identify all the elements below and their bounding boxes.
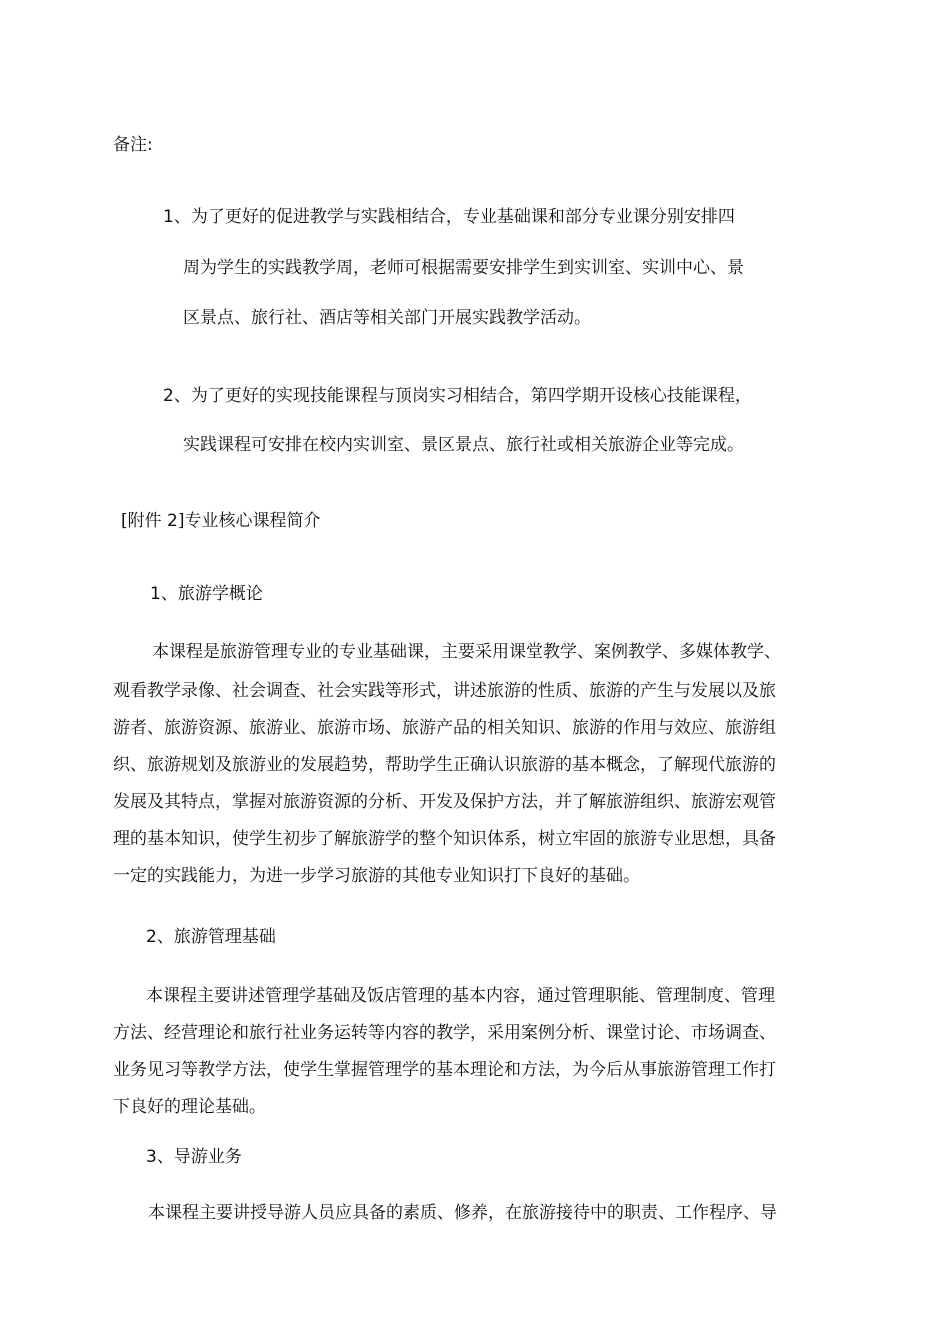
note-item-2-line-1: 2、为了更好的实现技能课程与顶岗实习相结合，第四学期开设核心技能课程， — [163, 386, 752, 406]
course-3-heading: 3、导游业务 — [146, 1147, 242, 1167]
course-1-heading: 1、旅游学概论 — [150, 584, 263, 604]
course-2-line: 下良好的理论基础。 — [113, 1097, 266, 1117]
course-1-line: 本课程是旅游管理专业的专业基础课，主要采用课堂教学、案例教学、多媒体教学、 — [152, 642, 781, 662]
course-2-line: 业务见习等教学方法，使学生掌握管理学的基本理论和方法，为今后从事旅游管理工作打 — [113, 1060, 776, 1080]
course-2-heading: 2、旅游管理基础 — [146, 927, 276, 947]
note-item-1-line-2: 周为学生的实践教学周，老师可根据需要安排学生到实训室、实训中心、景 — [183, 258, 744, 278]
course-1-line: 观看教学录像、社会调查、社会实践等形式，讲述旅游的性质、旅游的产生与发展以及旅 — [113, 681, 776, 701]
course-2-line: 本课程主要讲述管理学基础及饭店管理的基本内容，通过管理职能、管理制度、管理 — [146, 986, 775, 1006]
course-1-line: 织、旅游规划及旅游业的发展趋势，帮助学生正确认识旅游的基本概念，了解现代旅游的 — [113, 755, 776, 775]
appendix-title: [附件 2]专业核心课程简介 — [121, 511, 321, 531]
course-1-line: 一定的实践能力，为进一步学习旅游的其他专业知识打下良好的基础。 — [113, 866, 640, 886]
course-1-line: 发展及其特点，掌握对旅游资源的分析、开发及保护方法，并了解旅游组织、旅游宏观管 — [113, 792, 776, 812]
course-3-line: 本课程主要讲授导游人员应具备的素质、修养，在旅游接待中的职责、工作程序、导 — [148, 1203, 777, 1223]
course-2-line: 方法、经营理论和旅行社业务运转等内容的教学，采用案例分析、课堂讨论、市场调查、 — [113, 1023, 776, 1043]
course-1-line: 游者、旅游资源、旅游业、旅游市场、旅游产品的相关知识、旅游的作用与效应、旅游组 — [113, 718, 776, 738]
course-1-line: 理的基本知识，使学生初步了解旅游学的整个知识体系，树立牢固的旅游专业思想，具备 — [113, 829, 776, 849]
note-item-1-line-1: 1、为了更好的促进教学与实践相结合，专业基础课和部分专业课分别安排四 — [163, 207, 735, 227]
notes-label: 备注: — [113, 135, 153, 155]
note-item-2-line-2: 实践课程可安排在校内实训室、景区景点、旅行社或相关旅游企业等完成。 — [183, 435, 744, 455]
note-item-1-line-3: 区景点、旅行社、酒店等相关部门开展实践教学活动。 — [183, 308, 591, 328]
